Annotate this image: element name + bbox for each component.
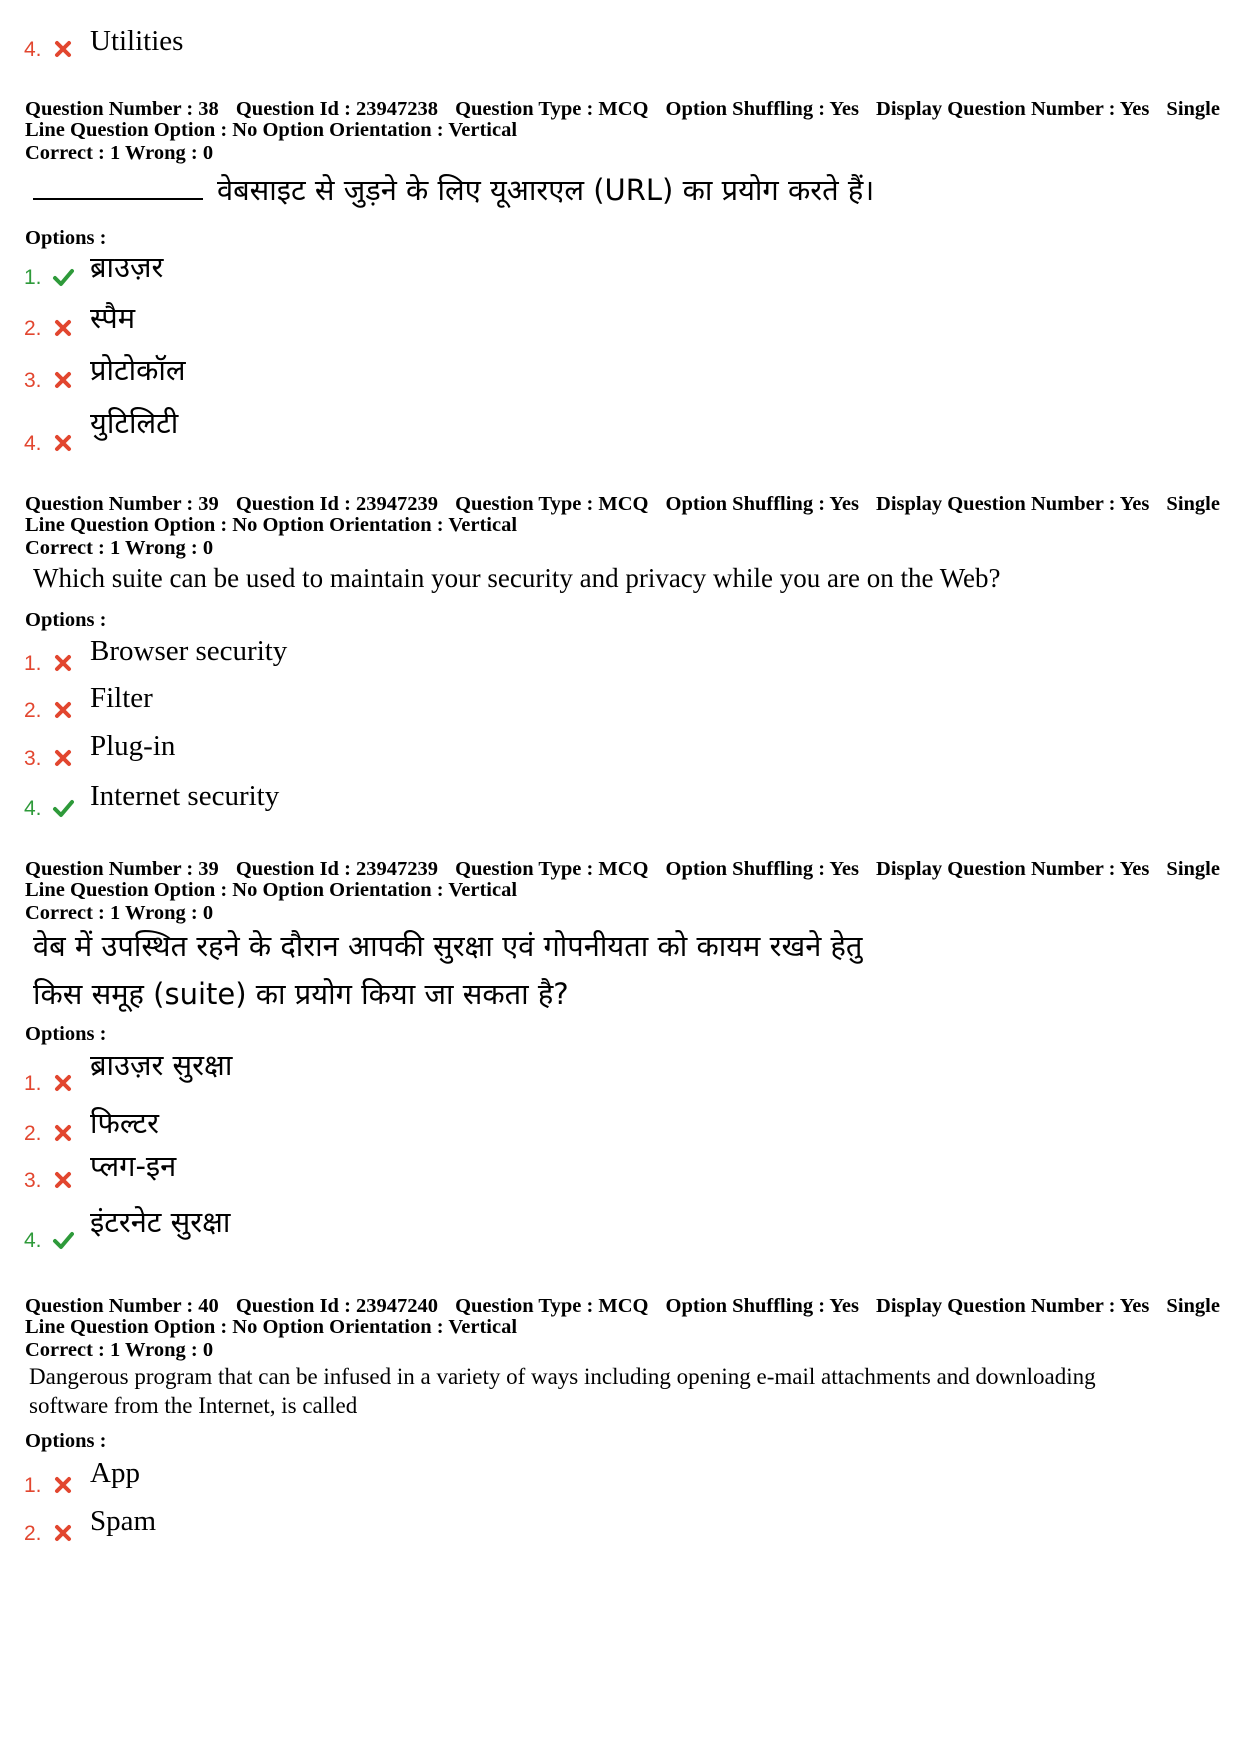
cross-icon (52, 1169, 74, 1191)
meta-line-2: Line Question Option : No Option Orientation : Vertical (25, 879, 518, 901)
option-number: 4. (24, 432, 42, 455)
option-row (24, 725, 1124, 775)
question-text-line-2: software from the Internet, is called (29, 1393, 358, 1418)
option-text: ब्राउज़र (90, 250, 164, 284)
option-number: 1. (24, 1474, 42, 1497)
correct-wrong-marks: Correct : 1 Wrong : 0 (25, 142, 214, 164)
cross-icon (52, 317, 74, 339)
option-text: Internet security (90, 780, 280, 812)
cross-icon (52, 652, 74, 674)
question-meta (25, 99, 1220, 141)
option-row (24, 244, 1124, 294)
meta-line-2: Line Question Option : No Option Orientation : Vertical (25, 514, 518, 536)
question-type: Question Type : MCQ (455, 98, 649, 120)
cross-icon (52, 1122, 74, 1144)
cross-icon (52, 747, 74, 769)
cross-icon (52, 1474, 74, 1496)
question-number: Question Number : 40 (25, 1295, 219, 1317)
option-row (24, 630, 1124, 680)
correct-wrong-marks: Correct : 1 Wrong : 0 (25, 902, 214, 924)
option-row (24, 1050, 1124, 1100)
question-text-line-1: वेब में उपस्थित रहने के दौरान आपकी सुरक्षा एवं गोपनीयता को कायम रखने हेतु (33, 929, 863, 963)
option-text: युटिलिटी (90, 406, 179, 440)
question-text: Which suite can be used to maintain your security and privacy while you are on the Web? (33, 563, 1001, 593)
question-type: Question Type : MCQ (455, 493, 649, 515)
option-text: फिल्टर (90, 1106, 159, 1140)
option-number: 2. (24, 317, 42, 340)
fill-blank (33, 198, 203, 200)
option-shuffling: Option Shuffling : Yes (665, 493, 859, 515)
option-text: प्लग-इन (90, 1149, 177, 1183)
correct-wrong-marks: Correct : 1 Wrong : 0 (25, 1339, 214, 1361)
option-text: प्रोटोकॉल (90, 353, 186, 387)
question-meta (25, 494, 1220, 536)
option-row (24, 1452, 1124, 1502)
option-number: 1. (24, 1072, 42, 1095)
option-number: 4. (24, 1229, 42, 1252)
option-text: ब्राउज़र सुरक्षा (90, 1048, 233, 1082)
question-id: Question Id : 23947240 (235, 1295, 439, 1317)
question-number: Question Number : 39 (25, 858, 219, 880)
cross-icon (52, 432, 74, 454)
question-id: Question Id : 23947238 (235, 98, 439, 120)
option-shuffling: Option Shuffling : Yes (665, 1295, 859, 1317)
question-text-line-2: किस समूह (suite) का प्रयोग किया जा सकता है? (33, 977, 569, 1011)
display-question-number: Display Question Number : Yes (876, 98, 1150, 120)
options-label: Options : (25, 609, 107, 631)
question-number: Question Number : 39 (25, 493, 219, 515)
cross-icon (52, 1522, 74, 1544)
cross-icon (52, 1072, 74, 1094)
options-label: Options : (25, 227, 107, 249)
option-shuffling: Option Shuffling : Yes (665, 98, 859, 120)
meta-line-2: Line Question Option : No Option Orientation : Vertical (25, 1316, 518, 1338)
option-row (24, 1207, 1124, 1257)
correct-wrong-marks: Correct : 1 Wrong : 0 (25, 537, 214, 559)
check-icon (52, 1229, 74, 1251)
display-question-number: Display Question Number : Yes (876, 1295, 1150, 1317)
option-text: इंटरनेट सुरक्षा (90, 1205, 231, 1239)
option-row (24, 295, 1124, 345)
options-label: Options : (25, 1023, 107, 1045)
option-number: 1. (24, 652, 42, 675)
check-icon (52, 797, 74, 819)
meta-line-2: Line Question Option : No Option Orientation : Vertical (25, 119, 518, 141)
option-row (24, 1100, 1124, 1150)
option-text: स्पैम (90, 301, 136, 335)
option-row (24, 1147, 1124, 1197)
option-text: App (90, 1457, 140, 1489)
single-label: Single (1166, 1295, 1220, 1317)
question-meta (25, 1296, 1220, 1338)
options-label: Options : (25, 1430, 107, 1452)
option-row (24, 16, 1124, 66)
option-number: 2. (24, 1122, 42, 1145)
option-text: Filter (90, 682, 153, 714)
check-icon (52, 266, 74, 288)
question-id: Question Id : 23947239 (235, 858, 439, 880)
question-type: Question Type : MCQ (455, 858, 649, 880)
cross-icon (52, 38, 74, 60)
question-meta (25, 859, 1220, 901)
option-number: 4. (24, 797, 42, 820)
option-row (24, 406, 1124, 460)
option-row (24, 677, 1124, 727)
option-row (24, 347, 1124, 397)
display-question-number: Display Question Number : Yes (876, 493, 1150, 515)
option-text: Utilities (90, 25, 184, 57)
display-question-number: Display Question Number : Yes (876, 858, 1150, 880)
question-text-line-1: Dangerous program that can be infused in a variety of ways including opening e-mail attachments and downloading (29, 1364, 1096, 1389)
option-number: 1. (24, 266, 42, 289)
question-id: Question Id : 23947239 (235, 493, 439, 515)
option-text: Plug-in (90, 730, 176, 762)
option-text: Browser security (90, 635, 288, 667)
option-text: Spam (90, 1505, 157, 1537)
option-number: 3. (24, 747, 42, 770)
option-number: 2. (24, 699, 42, 722)
cross-icon (52, 699, 74, 721)
option-row (24, 1500, 1124, 1550)
question-type: Question Type : MCQ (455, 1295, 649, 1317)
question-number: Question Number : 38 (25, 98, 219, 120)
option-shuffling: Option Shuffling : Yes (665, 858, 859, 880)
cross-icon (52, 369, 74, 391)
question-text: वेबसाइट से जुड़ने के लिए यूआरएल (URL) का प्रयोग करते हैं। (33, 170, 874, 209)
option-row (24, 775, 1124, 825)
option-number: 3. (24, 1169, 42, 1192)
option-number: 3. (24, 369, 42, 392)
single-label: Single (1166, 493, 1220, 515)
option-number: 2. (24, 1522, 42, 1545)
single-label: Single (1166, 858, 1220, 880)
single-label: Single (1166, 98, 1220, 120)
option-number: 4. (24, 38, 42, 61)
